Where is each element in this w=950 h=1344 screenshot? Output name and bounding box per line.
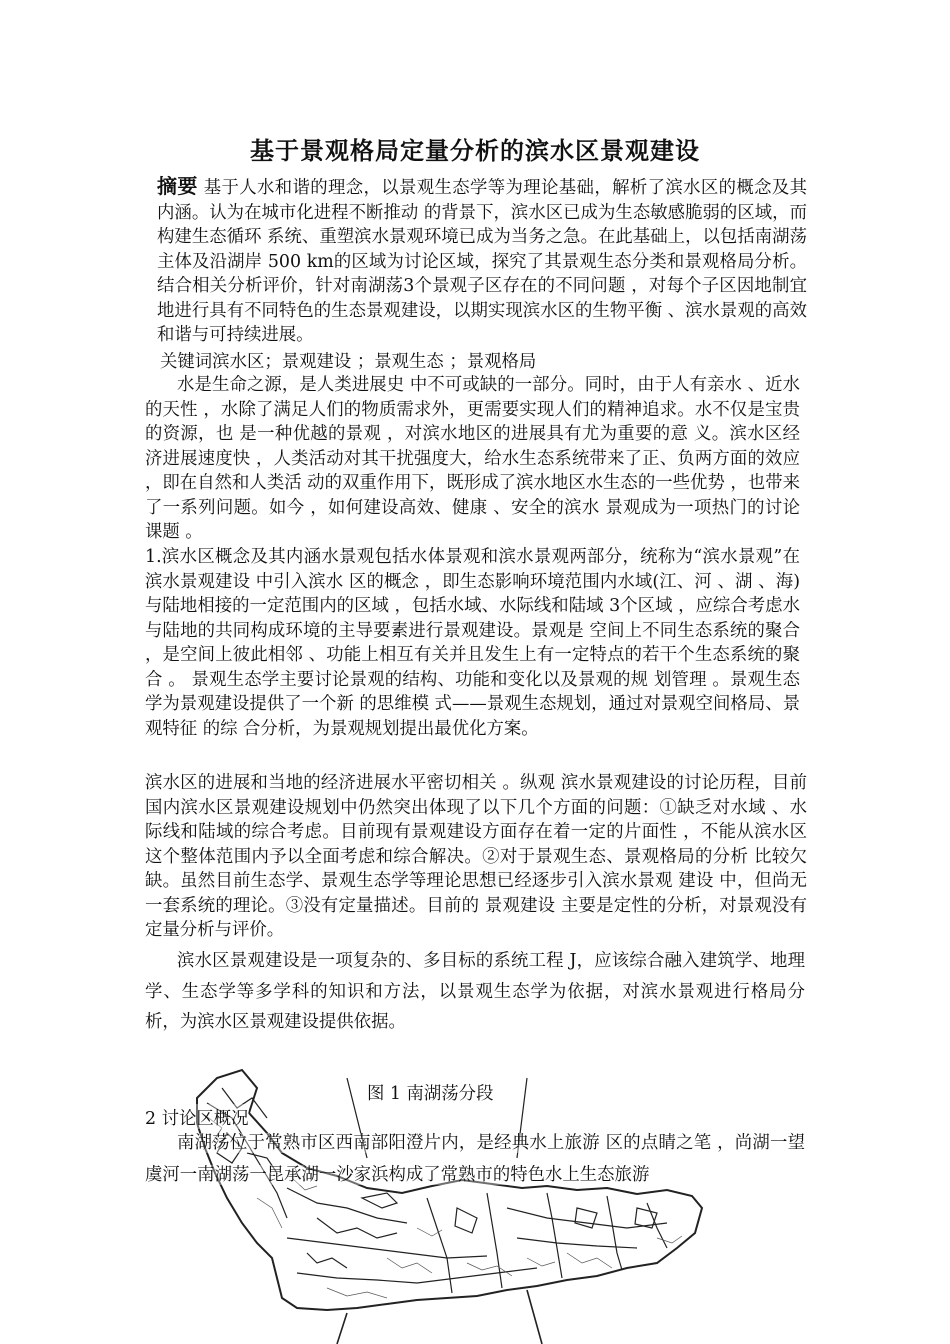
intro-paragraph: 水是生命之源，是人类进展史 中不可或缺的一部分。同时，由于人有亲水 、近水的天性 ，水除了满足人们的物质需求外，更需要实现人们的精神追求。水不仅是宝贵的资源，也 是一种优越的景观 ，对滨水地区的进展具有尤为重要的意 义。滨水区经济进展速度快 ，人类活动对其干扰强度大，给水生态系统带来了正、负两方面的效应 ，即在自然和人类活 动的双重作用下，既形成了滨水地区水生态的一些优势 ，也带来了一系列问题。如今 ，如何建设高效、健康 、安全的滨水 景观成为一项热门的讨论课题 。 [145, 375, 800, 542]
section2-text: 南湖荡位于常熟市区西南部阳澄片内，是经典水上旅游 区的点睛之笔 ，尚湖一望虞河一南湖荡一昆承湖一沙家浜构成了常熟市的特色水上生态旅游 [145, 1133, 805, 1185]
abstract-text: 基于人水和谐的理念，以景观生态学等为理论基础，解析了滨水区的概念及其内涵。认为在城市化进程不断推动 的背景下，滨水区已成为生态敏感脆弱的区域，而构建生态循环 系统、重塑滨水景观环境已成为当务之急。在此基础上，以包括南湖荡主体及沿湖岸 500 km的区域为讨论区域，探究了其景观生态分类和景观格局分析。结合相关分析评价，针对南湖荡3个景观子区存在的不同问题 ，对每个子区因地制宜地进行具有不同特色的生态景观建设，以期实现滨水区的生物平衡 、滨水景观的高效和谐与可持续进展。 [157, 178, 807, 345]
section1-paragraph-3: 滨水区景观建设是一项复杂的、多目标的系统工程 J，应该综合融入建筑学、地理学、生态学等多学科的知识和方法，以景观生态学为依据，对滨水景观进行格局分析，为滨水区景观建设提供依据。 [145, 951, 805, 1032]
abstract [157, 174, 807, 348]
section1-paragraph-1: 1.滨水区概念及其内涵水景观包括水体景观和滨水景观两部分，统称为“滨水景观”在滨水景观建设 中引入滨水 区的概念 ，即生态影响环境范围内水域(江、河 、湖 、海)与陆地相接的一定范围内的区域 ，包括水域、水际线和陆域 3个区域 ，应综合考虑水与陆地的共同构成环境的主导要素进行景观建设。景观是 空间上不同生态系统的聚合 ，是空间上彼此相邻 、功能上相互有关并且发生上有一定特点的若干个生态系统的聚合 。 景观生态学主要讨论景观的结构、功能和变化以及景观的规 划管理 。景观生态学为景观建设提供了一个新 的思维模 式——景观生态规划，通过对景观空间格局、景观特征 的综 合分析，为景观规划提出最优化方案。 [145, 547, 800, 739]
keywords: 关键词滨水区；景观建设 ；景观生态 ；景观格局 [160, 352, 537, 372]
section1-paragraph-2: 滨水区的进展和当地的经济进展水平密切相关 。纵观 滨水景观建设的讨论历程，目前国内滨水区景观建设规划中仍然突出体现了以下几个方面的问题：①缺乏对水域 、水际线和陆域的综合考虑。目前现有景观建设方面存在着一定的片面性 ，不能从滨水区这个整体范围内予以全面考虑和综合解决。②对于景观生态、景观格局的分析 比较欠缺。虽然目前生态学、景观生态学等理论思想已经逐步引入滨水景观 建设 中，但尚无一套系统的理论。③没有定量描述。目前的 景观建设 主要是定性的分析，对景观没有定量分析与评价。 [145, 773, 807, 940]
paper-title: 基于景观格局定量分析的滨水区景观建设 [250, 137, 700, 165]
abstract-label: 摘要 [157, 174, 198, 198]
figure-caption: 图 1 南湖荡分段 [367, 1079, 493, 1104]
section2-paragraph [145, 1127, 805, 1191]
section2-heading: 2 讨论区概况 [145, 1104, 249, 1129]
